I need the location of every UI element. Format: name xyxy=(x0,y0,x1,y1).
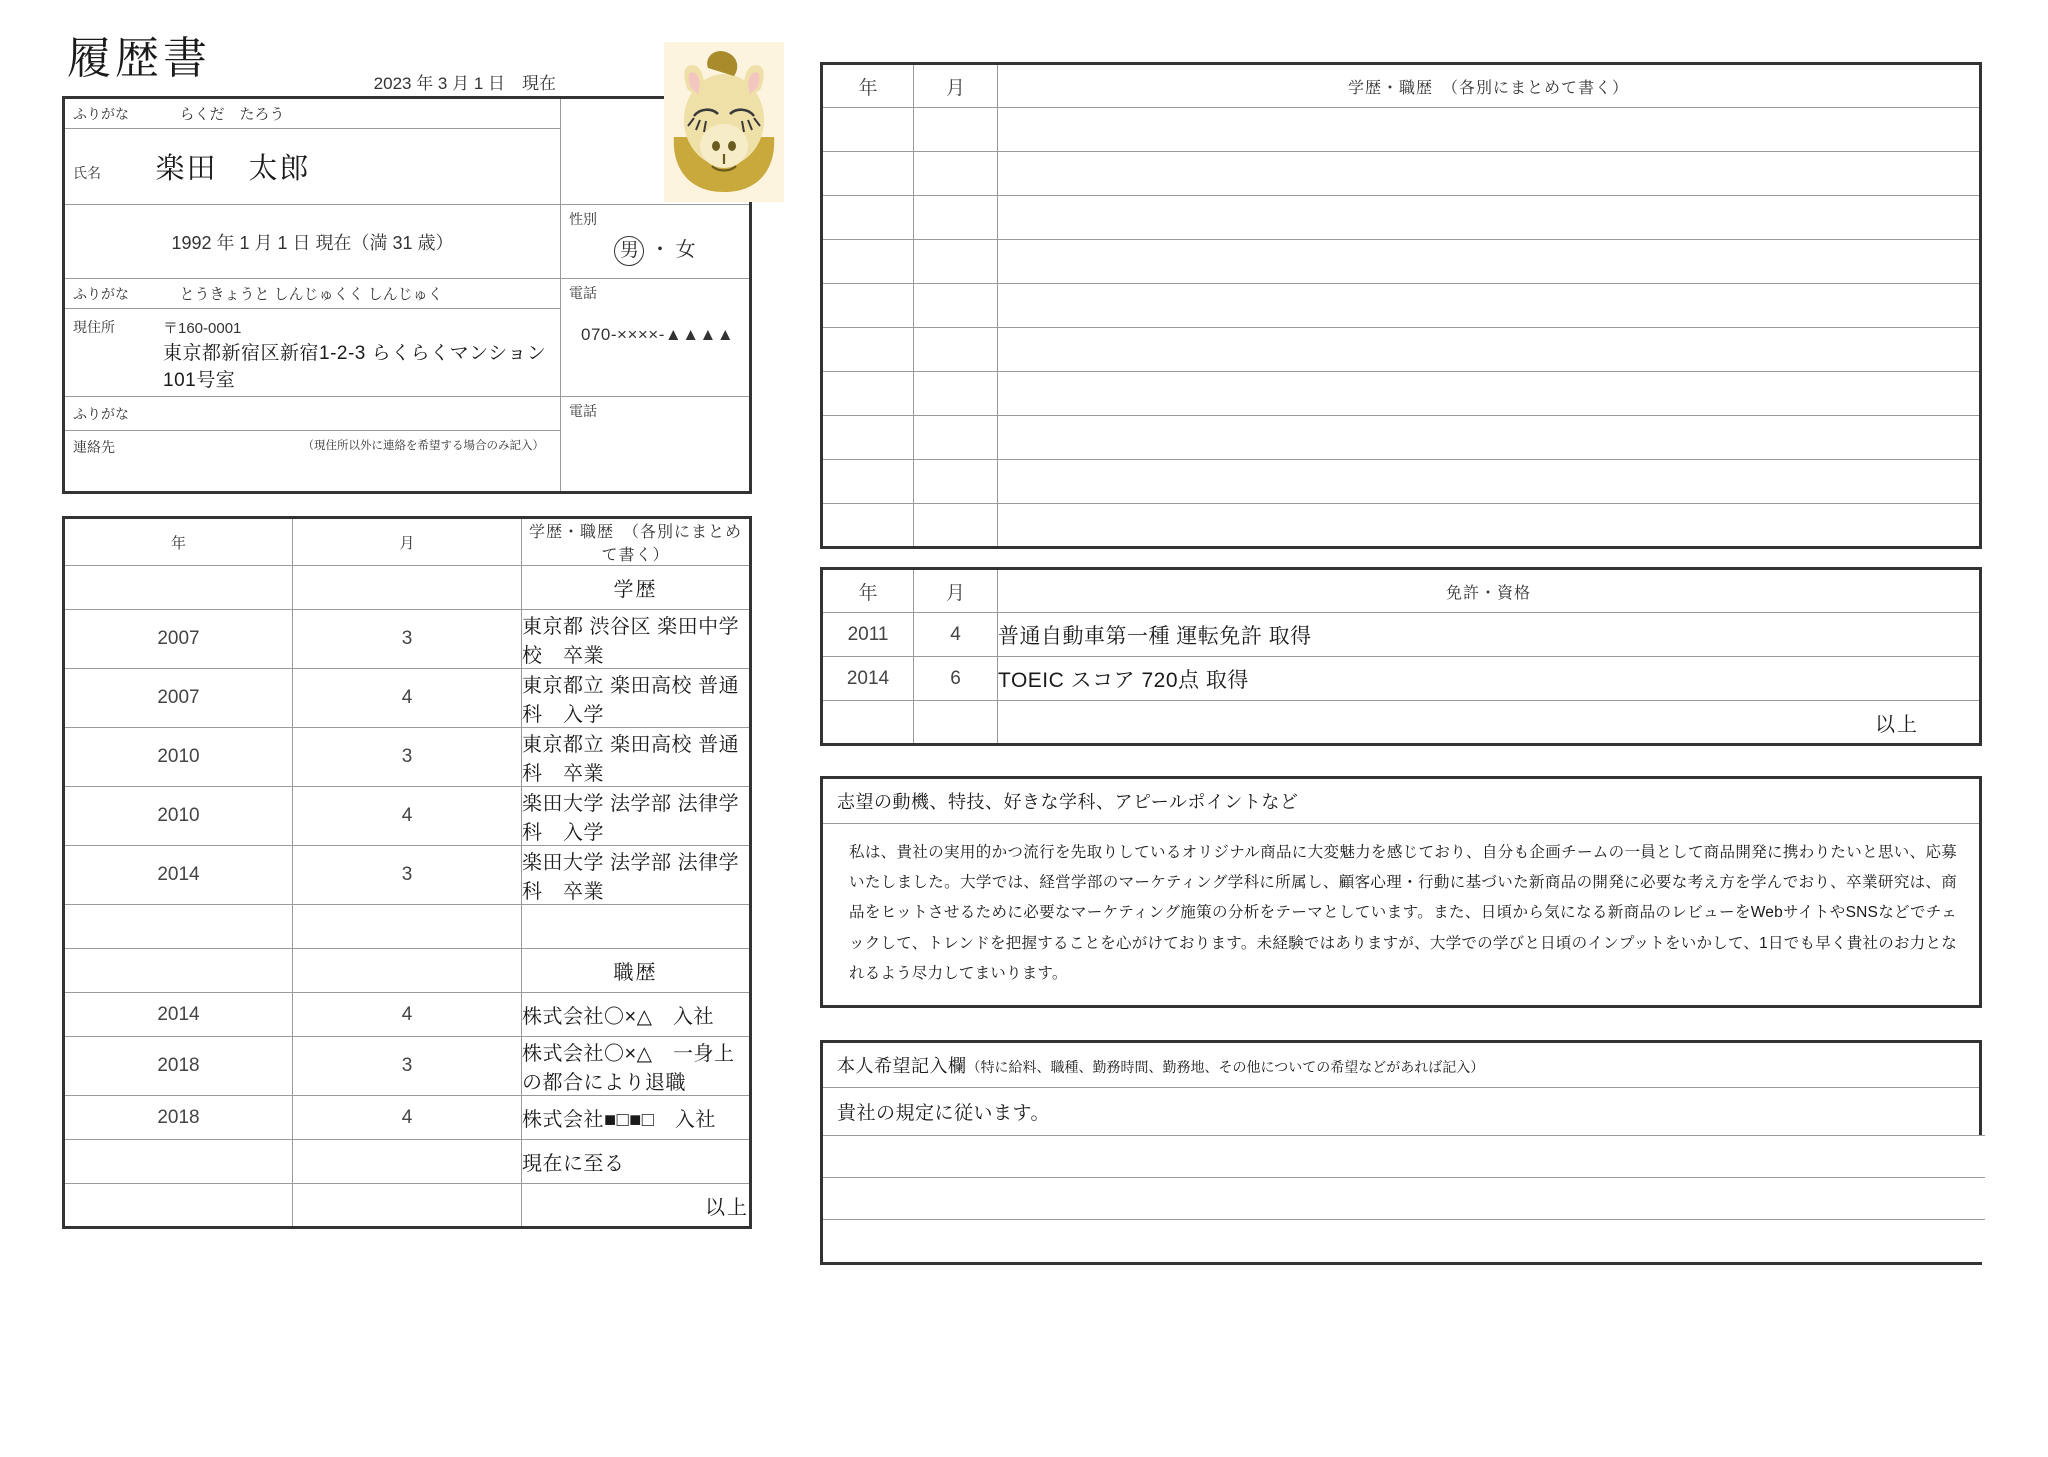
personal-info-table xyxy=(62,96,752,494)
motivation-header: 志望の動機、特技、好きな学科、アピールポイントなど xyxy=(823,779,1979,824)
row-year: 2010 xyxy=(64,728,293,787)
history-right-header-month: 月 xyxy=(914,64,998,108)
blank-row xyxy=(822,328,1981,372)
contact-furigana-row xyxy=(64,397,751,431)
wishes-box xyxy=(820,1040,1982,1265)
row-year: 2007 xyxy=(64,610,293,669)
gender-separator: ・ xyxy=(650,239,670,261)
wishes-header-main: 本人希望記入欄 xyxy=(837,1056,967,1077)
row-month: 6 xyxy=(914,657,998,701)
history-closing-row xyxy=(64,1184,751,1228)
address-furigana-label: ふりがな xyxy=(73,286,129,302)
blank-row xyxy=(822,284,1981,328)
page-title: 履歴書 xyxy=(67,33,211,84)
row-text: 現在に至る xyxy=(522,1140,751,1184)
history-header-month: 月 xyxy=(293,518,522,566)
photo-frame xyxy=(664,42,784,202)
licenses-table xyxy=(820,567,1982,746)
camel-portrait-icon xyxy=(664,42,784,202)
wishes-text[interactable]: 貴社の規定に従います。 xyxy=(837,1103,1050,1125)
table-row xyxy=(822,613,1981,657)
row-text: TOEIC スコア 720点 取得 xyxy=(998,657,1981,701)
work-section-row xyxy=(64,949,751,993)
motivation-box xyxy=(820,776,1982,1008)
blank-row xyxy=(822,504,1981,548)
row-year: 2018 xyxy=(64,1096,293,1140)
licenses-header-title: 免許・資格 xyxy=(998,569,1981,613)
row-month: 4 xyxy=(293,669,522,728)
row-text: 楽田大学 法学部 法律学科 卒業 xyxy=(522,846,751,905)
history-header-row xyxy=(64,518,751,566)
address-furigana-value: とうきょうと しんじゅくく しんじゅく xyxy=(179,286,443,303)
row-year: 2014 xyxy=(64,993,293,1037)
row-year xyxy=(64,1140,293,1184)
contact-note: （現住所以外に連絡を希望する場合のみ記入） xyxy=(302,440,544,452)
section-work-label: 職歴 xyxy=(522,949,751,993)
name-value: 楽田 太郎 xyxy=(155,153,311,185)
blank-row xyxy=(822,108,1981,152)
row-month xyxy=(293,1140,522,1184)
table-row xyxy=(64,1037,751,1096)
table-row xyxy=(64,993,751,1037)
section-education-label: 学歴 xyxy=(522,566,751,610)
history-right-header-title: 学歴・職歴 （各別にまとめて書く） xyxy=(998,64,1981,108)
table-row xyxy=(64,669,751,728)
postal-code-value: 〒160-0001 xyxy=(163,320,242,337)
row-year: 2007 xyxy=(64,669,293,728)
row-month: 4 xyxy=(293,993,522,1037)
education-section-row xyxy=(64,566,751,610)
table-row xyxy=(64,846,751,905)
licenses-closing-row xyxy=(822,701,1981,745)
table-row xyxy=(64,1140,751,1184)
contact-label: 連絡先 xyxy=(73,439,115,455)
document-date: 2023 年 3 月 1 日 現在 xyxy=(373,74,556,93)
birthdate-value: 1992 年 1 月 1 日 現在（満 31 歳） xyxy=(171,232,454,253)
row-month: 3 xyxy=(293,610,522,669)
blank-row xyxy=(822,196,1981,240)
gender-value xyxy=(569,229,741,266)
name-row xyxy=(64,129,751,205)
contact-tel-label: 電話 xyxy=(569,403,597,419)
history-right-header-row xyxy=(822,64,1981,108)
blank-row xyxy=(823,1220,1985,1262)
row-year: 2014 xyxy=(822,657,914,701)
row-text: 株式会社〇×△ 入社 xyxy=(522,993,751,1037)
licenses-header-month: 月 xyxy=(914,569,998,613)
wishes-header-note: （特に給料、職種、勤務時間、勤務地、その他についての希望などがあれば記入） xyxy=(966,1059,1485,1076)
table-row xyxy=(64,1096,751,1140)
gender-female-option[interactable]: 女 xyxy=(675,239,696,261)
row-year: 2018 xyxy=(64,1037,293,1096)
blank-row xyxy=(823,1178,1985,1220)
history-right-header-year: 年 xyxy=(822,64,914,108)
birth-gender-row xyxy=(64,205,751,279)
table-row xyxy=(64,787,751,846)
motivation-body-area[interactable] xyxy=(823,824,1979,1005)
history-table-right xyxy=(820,62,1982,549)
blank-row xyxy=(822,460,1981,504)
contact-tel-cell xyxy=(561,397,751,493)
row-month: 4 xyxy=(914,613,998,657)
row-month: 3 xyxy=(293,846,522,905)
gender-cell xyxy=(561,205,751,279)
row-month: 4 xyxy=(293,787,522,846)
table-row xyxy=(822,657,1981,701)
blank-row xyxy=(822,152,1981,196)
row-year: 2010 xyxy=(64,787,293,846)
row-year: 2014 xyxy=(64,846,293,905)
blank-row xyxy=(822,416,1981,460)
row-month: 3 xyxy=(293,728,522,787)
wishes-blank-rows xyxy=(823,1135,1985,1262)
blank-row xyxy=(823,1136,1985,1178)
blank-row xyxy=(822,372,1981,416)
history-closing-label: 以上 xyxy=(522,1184,751,1228)
right-column xyxy=(820,62,1982,1265)
gender-label: 性別 xyxy=(569,211,597,227)
tel-cell xyxy=(561,279,751,397)
tel-label: 電話 xyxy=(569,285,597,301)
row-text: 普通自動車第一種 運転免許 取得 xyxy=(998,613,1981,657)
row-month: 4 xyxy=(293,1096,522,1140)
row-text: 楽田大学 法学部 法律学科 入学 xyxy=(522,787,751,846)
address-furigana-row xyxy=(64,279,751,309)
table-row xyxy=(64,610,751,669)
row-text: 東京都立 楽田高校 普通科 入学 xyxy=(522,669,751,728)
row-year: 2011 xyxy=(822,613,914,657)
wishes-header xyxy=(823,1043,1979,1088)
history-header-title: 学歴・職歴 （各別にまとめて書く） xyxy=(522,518,751,566)
left-column xyxy=(62,30,762,1229)
row-month: 3 xyxy=(293,1037,522,1096)
table-row xyxy=(64,728,751,787)
name-furigana-row xyxy=(64,98,751,129)
blank-row xyxy=(64,905,751,949)
row-text: 株式会社〇×△ 一身上の都合により退職 xyxy=(522,1037,751,1096)
row-text: 東京都 渋谷区 楽田中学校 卒業 xyxy=(522,610,751,669)
name-furigana-label: ふりがな xyxy=(73,106,129,122)
history-table-left xyxy=(62,516,752,1229)
row-text: 東京都立 楽田高校 普通科 卒業 xyxy=(522,728,751,787)
tel-value: 070-××××-▲▲▲▲ xyxy=(581,325,735,344)
licenses-header-row xyxy=(822,569,1981,613)
contact-furigana-label: ふりがな xyxy=(73,405,129,422)
motivation-text: 私は、貴社の実用的かつ流行を先取りしているオリジナル商品に大変魅力を感じており、自分も企画チームの一員として商品開発に携わりたいと思い、応募いたしました。大学では、経営学部のマーケティング学科に所属し、顧客心理・行動に基づいた新商品の開発に必要な考え方を学んでおり、卒業研究は、商品をヒットさせるために必要なマーケティング施策の分析をテーマとしています。また、日頃から気になる新商品のレビューをWebサイトやSNSなどでチェックして、トレンドを把握することを心がけております。未経験ではありますが、大学での学びと日頃のインプットをいかして、1日でも早く貴社のお力となれるよう尽力してまいります。 xyxy=(849,844,1957,982)
row-text: 株式会社■□■□ 入社 xyxy=(522,1096,751,1140)
blank-row xyxy=(822,240,1981,284)
history-header-year: 年 xyxy=(64,518,293,566)
licenses-header-year: 年 xyxy=(822,569,914,613)
address-label: 現住所 xyxy=(73,319,115,335)
name-furigana-value: らくだ たろう xyxy=(179,106,285,123)
licenses-closing-label: 以上 xyxy=(998,701,1981,745)
gender-male-option[interactable]: 男 xyxy=(614,236,644,266)
title-row xyxy=(62,30,762,96)
name-label: 氏名 xyxy=(73,165,101,181)
address-value: 東京都新宿区新宿1-2-3 らくらくマンション101号室 xyxy=(163,343,547,391)
